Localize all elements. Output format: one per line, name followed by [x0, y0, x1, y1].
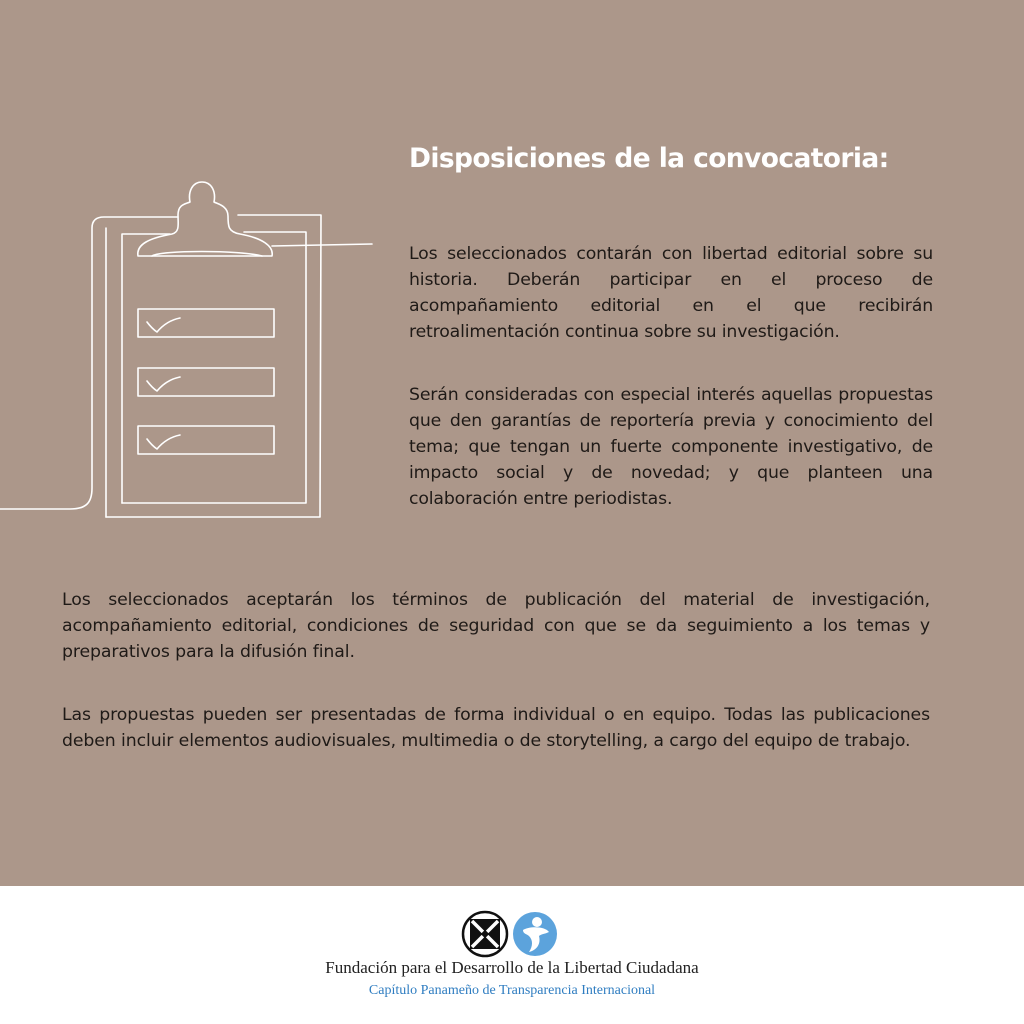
paragraph-editorial-freedom: Los seleccionados contarán con libertad editorial sobre su historia. Deberán participar en el proceso de acompañamiento editorial en el que recibirán retroalimentación continua sobre su investigación. [409, 244, 933, 342]
paragraph-publication-terms: Los seleccionados aceptarán los términos de publicación del material de investigación, acompañamiento editorial, condiciones de seguridad con que se da seguimiento a los temas y preparativos para la difusión final. [62, 590, 930, 662]
paragraph-submission-format: Las propuestas pueden ser presentadas de forma individual o en equipo. Todas las publicaciones deben incluir elementos audiovisuales, multimedia o de storytelling, a cargo del equipo de trabajo. [62, 705, 930, 751]
page-title: Disposiciones de la convocatoria: [409, 143, 889, 174]
fundacion-logo-icon [463, 912, 507, 956]
transparencia-logo-icon [513, 912, 557, 956]
clipboard-checklist-icon [0, 170, 380, 530]
footer-logos [461, 910, 561, 958]
paragraph-evaluation-criteria: Serán consideradas con especial interés aquellas propuestas que den garantías de reportería previa y conocimiento del tema; que tengan un fuerte componente investigativo, de impacto social y de novedad; y que planteen una colaboración entre periodistas. [409, 385, 933, 509]
footer [0, 886, 1024, 1024]
organization-name: Fundación para el Desarrollo de la Libertad Ciudadana [325, 958, 699, 977]
organization-chapter: Capítulo Panameño de Transparencia Internacional [368, 983, 656, 998]
